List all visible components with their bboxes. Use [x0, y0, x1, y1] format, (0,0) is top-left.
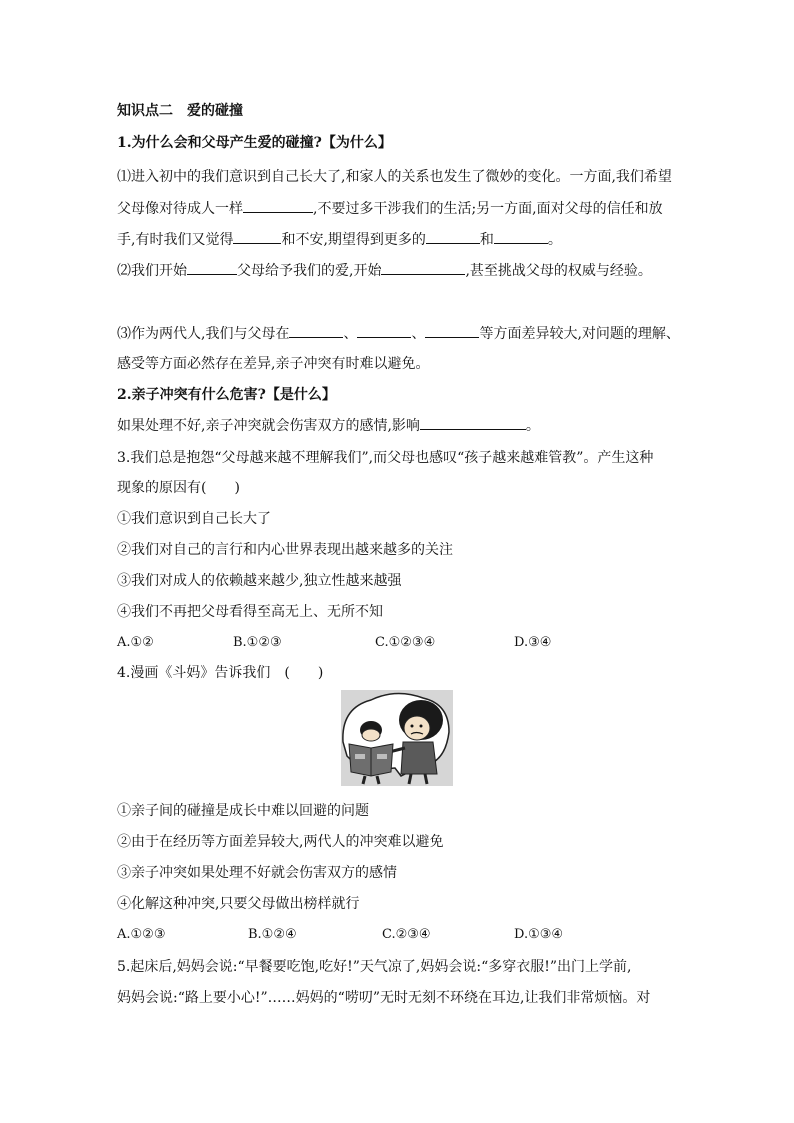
q5-line1: 5.起床后,妈妈会说:“早餐要吃饱,吃好!”天气凉了,妈妈会说:“多穿衣服!”出门上学前,: [117, 959, 632, 975]
q4-option-b: B.①②④: [248, 927, 297, 942]
q1-p1-line3-d: 。: [547, 232, 562, 248]
blank: [187, 260, 237, 275]
q3-item-1: ①我们意识到自己长大了: [117, 511, 271, 527]
q4-item-2: ②由于在经历等方面差异较大,两代人的冲突难以避免: [117, 834, 444, 850]
q4-item-3: ③亲子冲突如果处理不好就会伤害双方的感情: [117, 865, 397, 881]
q1-p1-line2-b: ,不要过多干涉我们的生活;另一方面,面对父母的信任和放: [313, 201, 663, 217]
q3-option-a: A.①②: [117, 635, 154, 650]
q1-p2-a: ⑵我们开始: [117, 263, 187, 279]
q1-p3-sep1: 、: [343, 326, 358, 342]
q4-option-c: C.②③④: [382, 927, 431, 942]
q3-item-2: ②我们对自己的言行和内心世界表现出越来越多的关注: [117, 542, 453, 558]
q1-p2-b: 父母给予我们的爱,开始: [237, 263, 382, 279]
blank: [426, 229, 480, 244]
q1-p1-line3-c: 和: [479, 232, 494, 248]
q4-item-4: ④化解这种冲突,只要父母做出榜样就行: [117, 896, 360, 912]
blank: [494, 229, 548, 244]
q1-p3-sep2: 、: [411, 326, 426, 342]
blank: [233, 229, 281, 244]
q2-text: [117, 415, 540, 436]
q3-option-d: D.③④: [514, 635, 552, 650]
q1-p3-b: 等方面差异较大,对问题的理解、: [479, 326, 680, 342]
q4-stem: 4.漫画《斗妈》告诉我们 ( ): [117, 665, 324, 681]
q3-line2: 现象的原因有( ): [117, 480, 240, 496]
blank: [357, 323, 411, 338]
q1-p3-line2: 感受等方面必然存在差异,亲子冲突有时难以避免。: [117, 356, 430, 372]
q3-line1: 3.我们总是抱怨“父母越来越不理解我们”,而父母也感叹“孩子越来越难管教”。产生这种: [117, 450, 654, 466]
q2-text-b: 。: [525, 418, 540, 434]
q2-text-a: 如果处理不好,亲子冲突就会伤害双方的感情,影响: [117, 418, 420, 434]
q1-p1-line3: [117, 229, 562, 250]
blank: [425, 323, 479, 338]
cartoon-image: [341, 690, 453, 786]
q4-option-d: D.①③④: [514, 927, 564, 942]
q4-item-1: ①亲子间的碰撞是成长中难以回避的问题: [117, 803, 369, 819]
section-title: 知识点二 爱的碰撞: [117, 103, 243, 119]
blank: [420, 415, 526, 430]
q3-item-4: ④我们不再把父母看得至高无上、无所不知: [117, 604, 383, 620]
q1-p1-line3-a: 手,有时我们又觉得: [117, 232, 234, 248]
q1-p2-c: ,甚至挑战父母的权威与经验。: [465, 263, 652, 279]
blank: [289, 323, 343, 338]
q1-p3: [117, 323, 680, 344]
q3-option-c: C.①②③④: [375, 635, 436, 650]
q1-heading: 1.为什么会和父母产生爱的碰撞?【为什么】: [117, 135, 392, 151]
q1-p1-line2: [117, 198, 663, 219]
q3-item-3: ③我们对成人的依赖越来越少,独立性越来越强: [117, 573, 402, 589]
q2-heading: 2.亲子冲突有什么危害?【是什么】: [117, 387, 336, 403]
q1-p1-line3-b: 和不安,期望得到更多的: [281, 232, 426, 248]
q1-p3-a: ⑶作为两代人,我们与父母在: [117, 326, 290, 342]
q4-option-a: A.①②③: [117, 927, 166, 942]
q1-p1-line1: ⑴进入初中的我们意识到自己长大了,和家人的关系也发生了微妙的变化。一方面,我们希望: [117, 169, 672, 185]
blank: [243, 198, 313, 213]
q3-option-b: B.①②③: [233, 635, 282, 650]
q1-p2: [117, 260, 652, 281]
q5-line2: 妈妈会说:“路上要小心!”……妈妈的“唠叨”无时无刻不环绕在耳边,让我们非常烦恼。对: [117, 990, 651, 1006]
blank: [381, 260, 465, 275]
q1-p1-line2-a: 父母像对待成人一样: [117, 201, 243, 217]
